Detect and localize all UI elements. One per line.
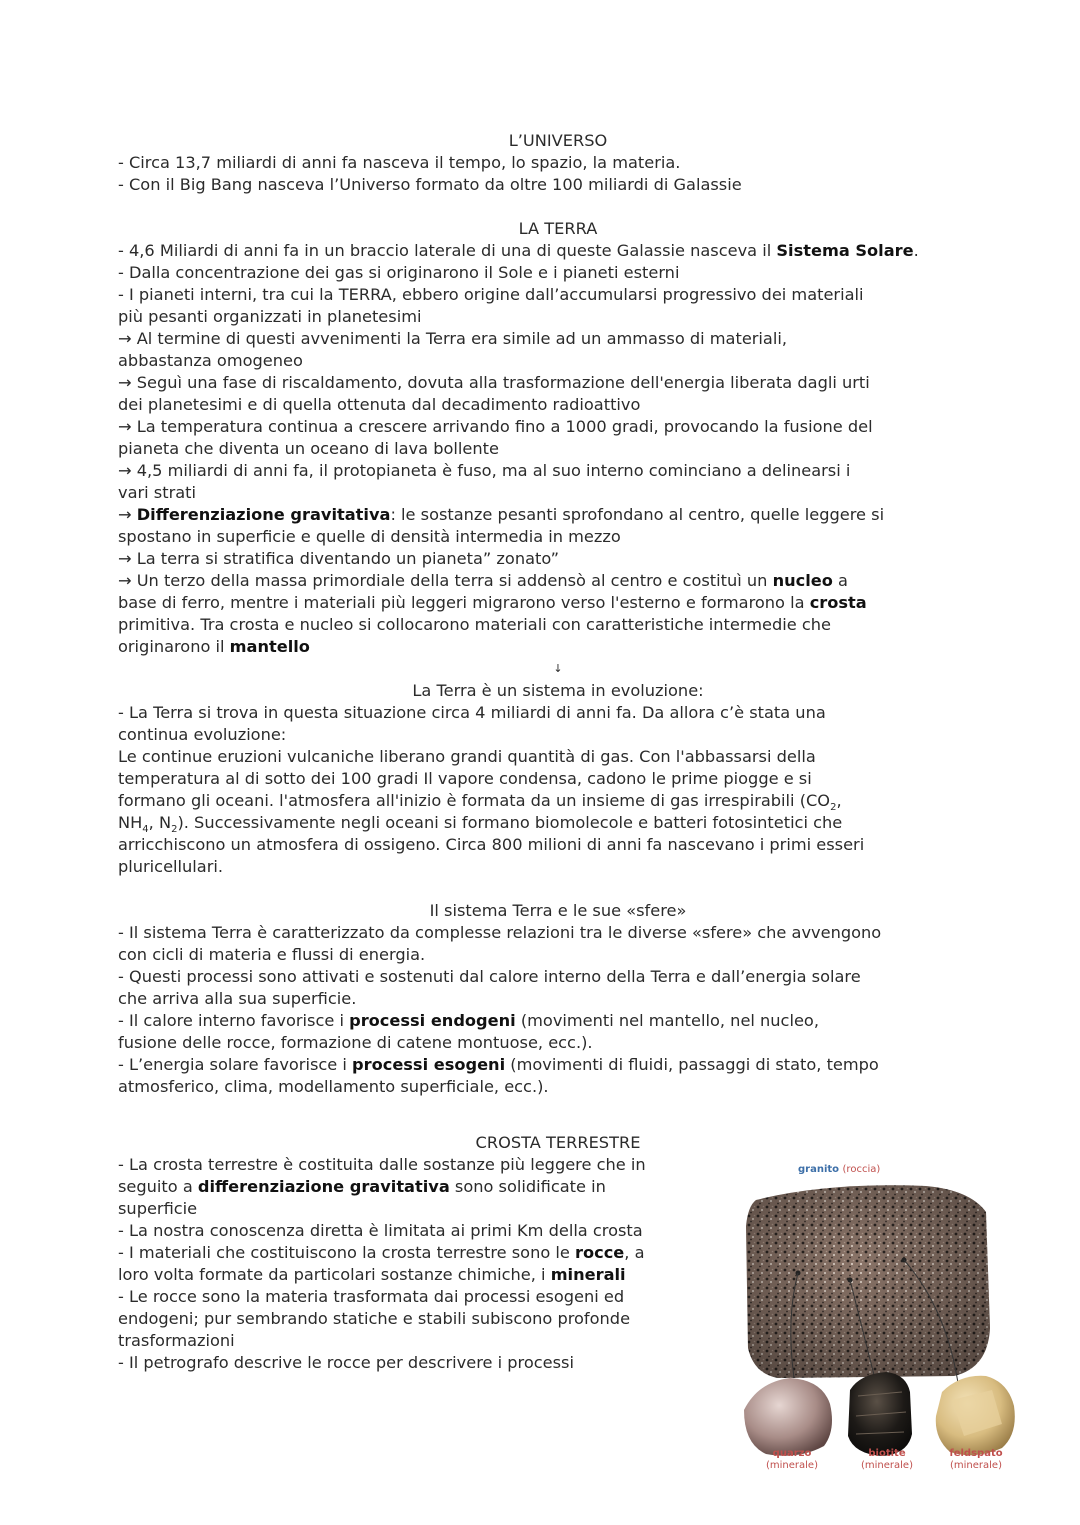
sfere-line-4: che arriva alla sua superficie. <box>118 989 357 1008</box>
evoluzione-line-2: continua evoluzione: <box>118 725 287 744</box>
terra-line-10: pianeta che diventa un oceano di lava bollente <box>118 439 499 458</box>
crosta-line-1: - La crosta terrestre è costituita dalle sostanze più leggere che in <box>118 1155 646 1174</box>
terra-line-4: più pesanti organizzati in planetesimi <box>118 307 422 326</box>
terra-line-3: - I pianeti interni, tra cui la TERRA, ebbero origine dall’accumularsi progressivo dei materiali <box>118 285 864 304</box>
terra-line-9: → La temperatura continua a crescere arrivando fino a 1000 gradi, provocando la fusione del <box>118 417 873 436</box>
evoluzione-line-8: pluricellulari. <box>118 857 224 876</box>
granite-figure <box>738 1160 1018 1480</box>
terra-line-5: → Al termine di questi avvenimenti la Terra era simile ad un ammasso di materiali, <box>118 329 787 348</box>
universo-line-1: - Circa 13,7 miliardi di anni fa nasceva il tempo, lo spazio, la materia. <box>118 153 681 172</box>
section-title-evoluzione: La Terra è un sistema in evoluzione: <box>412 681 704 700</box>
terra-line-18: primitiva. Tra crosta e nucleo si collocarono materiali con caratteristiche intermedie che <box>118 615 831 634</box>
crosta-line-3: superficie <box>118 1199 198 1218</box>
terra-line-7: → Seguì una fase di riscaldamento, dovuta alla trasformazione dell'energia liberata dagli urti <box>118 373 870 392</box>
evoluzione-line-5: formano gli oceani. l'atmosfera all'inizio è formata da un insieme di gas irrespirabili ($CO_2$, <box>118 791 842 814</box>
terra-line-17: base di ferro, mentre i materiali più leggeri migrarono verso l'esterno e formarono la crosta <box>118 593 867 612</box>
crosta-line-2: seguito a differenziazione gravitativa sono solidificate in <box>118 1177 606 1196</box>
terra-line-6: abbastanza omogeneo <box>118 351 303 370</box>
terra-line-1: - 4,6 Miliardi di anni fa in un braccio laterale di una di queste Galassie nasceva il Sistema Solare. <box>118 241 919 260</box>
section-title-universo: L’UNIVERSO <box>508 131 608 150</box>
terra-line-16: → Un terzo della massa primordiale della terra si addensò al centro e costituì un nucleo a <box>118 571 848 590</box>
mineral-label-biotite: biotite (minerale) <box>861 1448 913 1471</box>
terra-line-11: → 4,5 miliardi di anni fa, il protopianeta è fuso, ma al suo interno cominciano a delinearsi i <box>118 461 851 480</box>
evoluzione-line-1: - La Terra si trova in questa situazione circa 4 miliardi di anni fa. Da allora c’è stata una <box>118 703 826 722</box>
granite-illustration <box>738 1178 1018 1468</box>
terra-line-13: → Differenziazione gravitativa: le sostanze pesanti sprofondano al centro, quelle leggere si <box>118 505 885 524</box>
granite-label: granito (roccia) <box>798 1164 881 1175</box>
sfere-line-1: - Il sistema Terra è caratterizzato da complesse relazioni tra le diverse «sfere» che avvengono <box>118 923 882 942</box>
terra-line-14: spostano in superficie e quelle di densità intermedia in mezzo <box>118 527 621 546</box>
evoluzione-line-3: Le continue eruzioni vulcaniche liberano grandi quantità di gas. Con l'abbassarsi della <box>118 747 816 766</box>
sfere-line-6: fusione delle rocce, formazione di catene montuose, ecc.). <box>118 1033 593 1052</box>
evoluzione-line-6: $NH_4$, $N_2$). Successivamente negli oceani si formano biomolecole e batteri fotosintetici che <box>118 813 843 836</box>
crosta-line-7: - Le rocce sono la materia trasformata dai processi esogeni ed <box>118 1287 625 1306</box>
crosta-line-9: trasformazioni <box>118 1331 235 1350</box>
crosta-line-4: - La nostra conoscenza diretta è limitata ai primi Km della crosta <box>118 1221 643 1240</box>
terra-line-2: - Dalla concentrazione dei gas si originarono il Sole e i pianeti esterni <box>118 263 680 282</box>
crosta-line-6: loro volta formate da particolari sostanze chimiche, i minerali <box>118 1265 626 1284</box>
sfere-line-8: atmosferico, clima, modellamento superficiale, ecc.). <box>118 1077 549 1096</box>
section-title-terra: LA TERRA <box>518 219 598 238</box>
crosta-line-10: - Il petrografo descrive le rocce per descrivere i processi <box>118 1353 574 1372</box>
crosta-text <box>118 1154 718 1374</box>
sfere-line-5: - Il calore interno favorisce i processi endogeni (movimenti nel mantello, nel nucleo, <box>118 1011 819 1030</box>
down-arrow-icon: ↓ <box>553 662 563 675</box>
evoluzione-line-7: arricchiscono un atmosfera di ossigeno. Circa 800 milioni di anni fa nascevano i primi esseri <box>118 835 865 854</box>
sfere-line-2: con cicli di materia e flussi di energia. <box>118 945 426 964</box>
terra-line-15: → La terra si stratifica diventando un pianeta” zonato” <box>118 549 560 568</box>
section-title-sfere: Il sistema Terra e le sue «sfere» <box>429 901 687 920</box>
mineral-label-feldspato: feldspato (minerale) <box>949 1448 1003 1471</box>
crosta-line-8: endogeni; pur sembrando statiche e stabili subiscono profonde <box>118 1309 631 1328</box>
sfere-line-3: - Questi processi sono attivati e sostenuti dal calore interno della Terra e dall’energia solare <box>118 967 861 986</box>
evoluzione-line-4: temperatura al di sotto dei 100 gradi Il vapore condensa, cadono le prime piogge e si <box>118 769 812 788</box>
terra-line-8: dei planetesimi e di quella ottenuta dal decadimento radioattivo <box>118 395 641 414</box>
terra-line-19: originarono il mantello <box>118 637 310 656</box>
crosta-line-5: - I materiali che costituiscono la crosta terrestre sono le rocce, a <box>118 1243 645 1262</box>
section-title-crosta: CROSTA TERRESTRE <box>475 1133 641 1152</box>
mineral-label-quarzo: quarzo (minerale) <box>766 1448 818 1471</box>
universo-line-2: - Con il Big Bang nasceva l’Universo formato da oltre 100 miliardi di Galassie <box>118 175 742 194</box>
sfere-line-7: - L’energia solare favorisce i processi esogeni (movimenti di fluidi, passaggi di stato, tempo <box>118 1055 879 1074</box>
terra-line-12: vari strati <box>118 483 196 502</box>
